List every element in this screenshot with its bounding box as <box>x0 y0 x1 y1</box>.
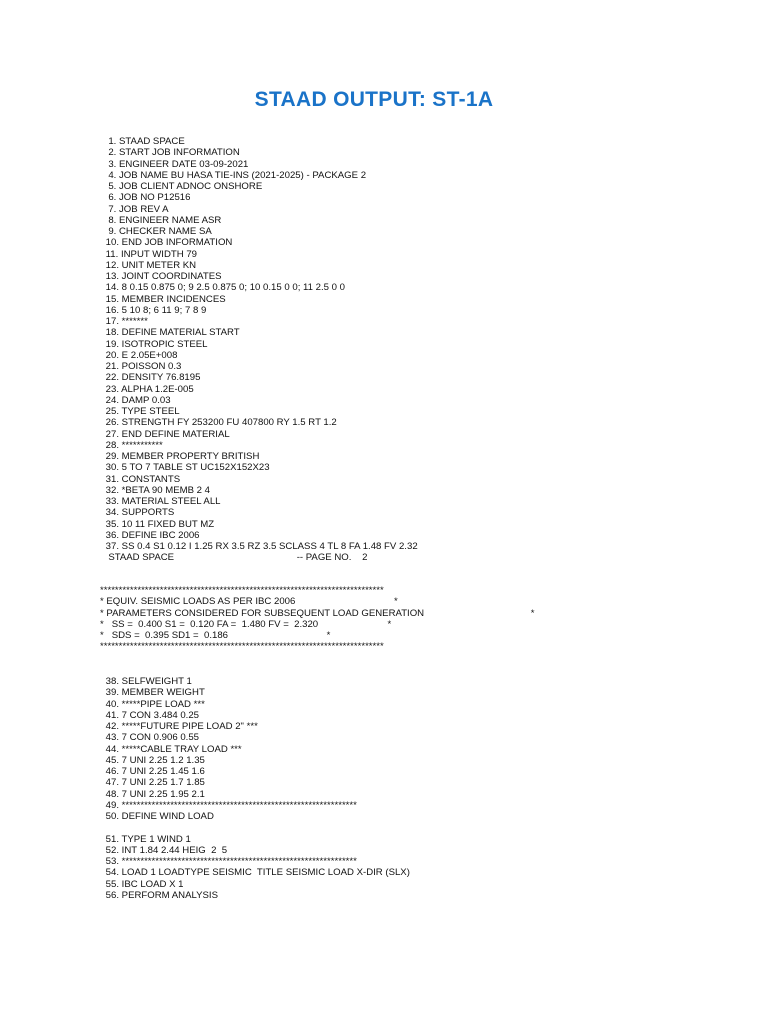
command-line: 23. ALPHA 1.2E-005 <box>103 383 194 395</box>
command-line: 19. ISOTROPIC STEEL <box>103 338 208 350</box>
page-title: STAAD OUTPUT: ST-1A <box>254 88 494 111</box>
command-line: 36. DEFINE IBC 2006 <box>103 529 200 541</box>
command-line: 18. DEFINE MATERIAL START <box>103 327 240 339</box>
load-line: 54. LOAD 1 LOADTYPE SEISMIC TITLE SEISMIC LOAD X-DIR (SLX) <box>103 867 410 879</box>
command-line: 15. MEMBER INCIDENCES <box>103 293 226 305</box>
seismic-line: * EQUIV. SEISMIC LOADS AS PER IBC 2006 * <box>100 596 398 608</box>
load-command-listing <box>103 676 410 901</box>
command-line: 35. 10 11 FIXED BUT MZ <box>103 518 215 530</box>
command-line: 2. START JOB INFORMATION <box>103 147 240 159</box>
command-line: 29. MEMBER PROPERTY BRITISH <box>103 451 260 462</box>
command-line: STAAD SPACE -- PAGE NO. 2 <box>103 552 368 564</box>
command-line: 31. CONSTANTS <box>103 473 181 485</box>
command-line: 9. CHECKER NAME SA <box>103 226 212 237</box>
load-line: 38. SELFWEIGHT 1 <box>103 676 192 687</box>
command-line: 1. STAAD SPACE <box>103 136 185 147</box>
command-line: 30. 5 TO 7 TABLE ST UC152X152X23 <box>103 462 270 474</box>
command-line: 25. TYPE STEEL <box>103 406 180 417</box>
load-line: 49. *************************************************************** <box>103 799 357 811</box>
command-line: 7. JOB REV A <box>103 203 169 215</box>
command-line: 22. DENSITY 76.8195 <box>103 372 201 384</box>
command-line: 11. INPUT WIDTH 79 <box>103 248 198 260</box>
load-line: 47. 7 UNI 2.25 1.7 1.85 <box>103 777 205 789</box>
command-line: 33. MATERIAL STEEL ALL <box>103 496 221 507</box>
command-line: 37. SS 0.4 S1 0.12 I 1.25 RX 3.5 RZ 3.5 SCLASS 4 TL 8 FA 1.48 FV 2.32 <box>103 541 418 552</box>
command-line: 34. SUPPORTS <box>103 507 175 519</box>
seismic-line: **************************************************************************** <box>100 641 384 653</box>
command-line: 21. POISSON 0.3 <box>103 361 182 372</box>
command-line: 20. E 2.05E+008 <box>103 349 178 361</box>
command-line: 26. STRENGTH FY 253200 FU 407800 RY 1.5 RT 1.2 <box>103 417 337 429</box>
command-line: 5. JOB CLIENT ADNOC ONSHORE <box>103 181 263 192</box>
command-line: 10. END JOB INFORMATION <box>103 237 233 249</box>
load-line: 43. 7 CON 0.906 0.55 <box>103 732 199 744</box>
load-line: 41. 7 CON 3.484 0.25 <box>103 709 199 721</box>
seismic-line: **************************************************************************** <box>100 585 384 596</box>
command-line: 3. ENGINEER DATE 03-09-2021 <box>103 158 249 170</box>
load-line: 46. 7 UNI 2.25 1.45 1.6 <box>103 766 205 777</box>
command-line: 27. END DEFINE MATERIAL <box>103 428 230 440</box>
load-line: 50. DEFINE WIND LOAD <box>103 811 214 822</box>
seismic-line: * SDS = 0.395 SD1 = 0.186 * <box>100 630 331 641</box>
load-line: 51. TYPE 1 WIND 1 <box>103 833 191 845</box>
load-line: 48. 7 UNI 2.25 1.95 2.1 <box>103 788 205 800</box>
load-line: 55. IBC LOAD X 1 <box>103 878 184 890</box>
command-line: 17. ******* <box>103 316 148 327</box>
seismic-line: * SS = 0.400 S1 = 0.120 FA = 1.480 FV = 2.320 * <box>100 618 392 630</box>
load-line: 39. MEMBER WEIGHT <box>103 687 205 699</box>
command-line: 14. 8 0.15 0.875 0; 9 2.5 0.875 0; 10 0.15 0 0; 11 2.5 0 0 <box>103 282 345 294</box>
seismic-parameters-box <box>100 585 534 653</box>
load-line: 53. *************************************************************** <box>103 856 357 867</box>
load-line: 40. *****PIPE LOAD *** <box>103 698 205 710</box>
load-line: 42. *****FUTURE PIPE LOAD 2" *** <box>103 721 258 732</box>
load-line: 56. PERFORM ANALYSIS <box>103 889 218 901</box>
command-line: 4. JOB NAME BU HASA TIE-INS (2021-2025) - PACKAGE 2 <box>103 169 367 181</box>
command-line: 24. DAMP 0.03 <box>103 394 171 406</box>
command-line: 13. JOINT COORDINATES <box>103 271 222 282</box>
staad-command-listing <box>103 136 418 564</box>
load-line <box>103 822 410 833</box>
command-line: 8. ENGINEER NAME ASR <box>103 214 222 226</box>
command-line: 6. JOB NO P12516 <box>103 192 191 204</box>
command-line: 28. *********** <box>103 439 163 451</box>
command-line: 32. *BETA 90 MEMB 2 4 <box>103 484 211 496</box>
seismic-line: * PARAMETERS CONSIDERED FOR SUBSEQUENT LOAD GENERATION * <box>100 607 535 619</box>
command-line: 12. UNIT METER KN <box>103 259 197 271</box>
command-line: 16. 5 10 8; 6 11 9; 7 8 9 <box>103 304 207 316</box>
load-line: 52. INT 1.84 2.44 HEIG 2 5 <box>103 844 228 856</box>
load-line: 44. *****CABLE TRAY LOAD *** <box>103 743 242 755</box>
load-line: 45. 7 UNI 2.25 1.2 1.35 <box>103 754 205 766</box>
